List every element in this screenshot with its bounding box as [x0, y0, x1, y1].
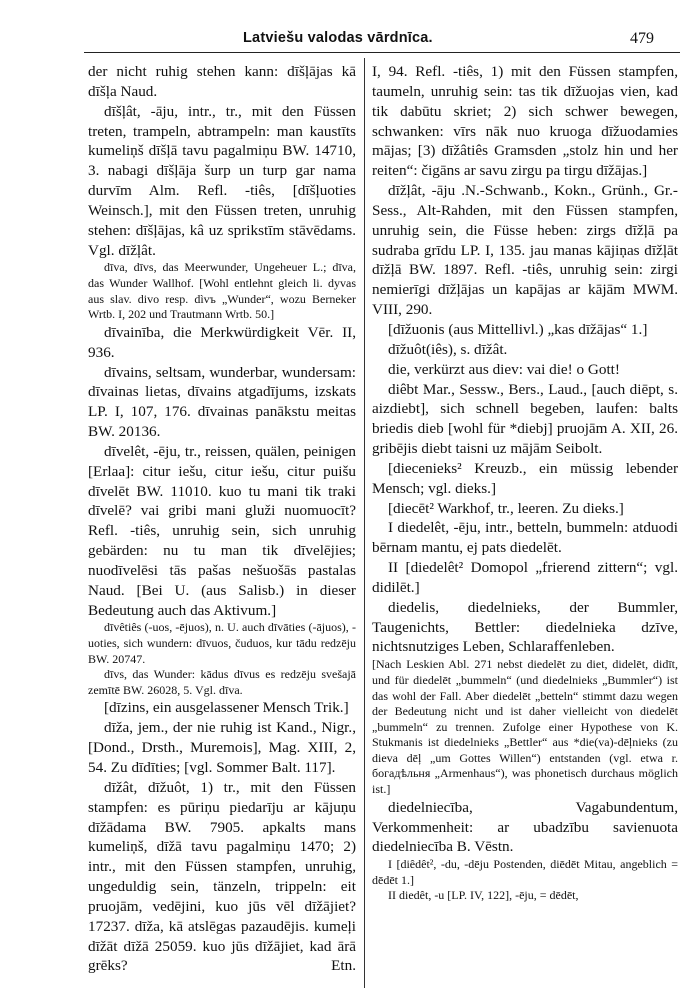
page-number: 479 [630, 30, 654, 47]
dictionary-entry: dīšļât, -āju, intr., tr., mit den Füssen treten, trampeln, abtrampeln: man kaustīts kumeliņš dīšļā tavu pagalmiņu BW. 14710, 3. nabagi dīšļāja šurp un turp gar nama durvīm Alm. Refl. -tiês, [dīšļuoties Weinsch.], mit den Füssen treten, unruhig stehen: dīšļājas, kâ uz sprikstīm stāvēdams. Vgl. dīžļât. [88, 102, 356, 259]
dictionary-entry: dīžļât, -āju .N.-Schwanb., Kokn., Grünh., Gr.-Sess., Alt-Rahden, mit den Füssen stampfen, unruhig sein, die Füsse heben: zirgs dīžļā pa sudraba grīdu LP. I, 135. jau manas kājiņas dīžļāt dīžļā BW. 1897. Refl. -tiês, unruhig sein: zirgi nemierīgi dīžļājas un kapājas ar kājām MWM. VIII, 290. [372, 182, 678, 319]
dictionary-entry: der nicht ruhig stehen kann: dīšļājas kā dīšļa Naud. [88, 63, 356, 100]
dictionary-entry: dīža, jem., der nie ruhig ist Kand., Nigr., [Dond., Drsth., Muremois], Mag. XIII, 2, 54. Zu dīdīties; [vgl. Sommer Balt. 117]. [88, 719, 356, 776]
dictionary-entry: [diecēt² Warkhof, tr., leeren. Zu dieks.] [388, 499, 624, 517]
running-title: Latviešu valodas vārdnīca. [243, 30, 433, 46]
dictionary-entry: dīvains, seltsam, wunderbar, wundersam: dīvainas lietas, dīvains atgadījums, izskats LP. I, 107, 176. dīvainas panākstu meitas BW. 20136. [88, 363, 356, 441]
column-divider [364, 58, 365, 988]
dictionary-entry: dīvs, das Wunder: kādus dīvus es redzēju svešajā zemītē BW. 26028, 5. Vgl. dīva. [88, 667, 356, 697]
dictionary-entry: I, 94. Refl. -tiês, 1) mit den Füssen stampfen, taumeln, unruhig sein: tas tik dīžuojas vien, kad tik dabūtu skriet; 2) sich schwer bewegen, schwanken: vīrs nāk nuo kruoga dīžuodamies mājas; [3) dīžâtiês Gramsden „stolz hin und her reiten“: čigāns ar savu zirgu pa tirgu dīžājas.] [372, 63, 678, 180]
dictionary-entry: [dīzins, ein ausgelassener Mensch Trik.] [104, 699, 349, 717]
dictionary-entry: I [diêdêt², -du, -dēju Postenden, diēdēt Mitau, angeblich = dēdēt 1.] [372, 857, 678, 887]
dictionary-entry: die, verkürzt aus diev: vai die! o Gott! [388, 360, 620, 378]
dictionary-entry: II diedêt, -u [LP. IV, 122], -ēju, = dēdēt, [388, 888, 579, 903]
dictionary-entry: diedelniecība, Vagabundentum, Verkommenheit: ar ubadzību savienuota diedelniecība B. Vēstn. [372, 798, 678, 856]
left-column [88, 62, 356, 976]
dictionary-entry: diêbt Mar., Sessw., Bers., Laud., [auch diēpt, s. aizdiebt], sich schnell begeben, laufen: balts briedis dieb [wohl für *diebj] pruojām A. XII, 26. gribējis diebt taisni uz mājām Seibolt. [372, 380, 678, 458]
dictionary-entry: I diedelêt, -ēju, intr., betteln, bummeln: atduodi bērnam mantu, ej pats diedelēt. [372, 519, 678, 557]
dictionary-entry: [Nach Leskien Abl. 271 nebst diedelēt zu diet, didelēt, didīt, und für diedelēt „bummeln“ (und diedelnieks „Bummler“) ist das wohl der Fall. Aber diedelēt „betteln“ stimmt dazu wegen der Bedeutung nicht und ist daher vielleicht von diedelēt „bummeln“ zu trennen. Zufolge einer Hypothese von K. Stukmanis ist diedelnieks „Bettler“ aus *die(va)-dēļnieks (zu dieva dēļ „um Gottes Willen“) entstanden (vgl. etwa r. богадѣльня „Armenhaus“), was phonetisch durchaus möglich ist.] [372, 657, 678, 797]
dictionary-entry: diedelis, diedelnieks, der Bummler, Taugenichts, Bettler: diedelnieka dzīve, nichtsnutziges Leben, Schlaraffenleben. [372, 598, 678, 656]
dictionary-entry: dīvelêt, -ēju, tr., reissen, quälen, peinigen [Erlaa]: citur iešu, citur iešu, citur puišu dīvelēt BW. 11010. kuo tu mani tik traki dīvelē? vai gribi mani gluži nuomuocīt? Refl. -tiês, unruhig sein, sich unruhig gebärden: nu tu man tik dīvelējies; nuodīvelēsi tās pašas nešuošās pastalas Naud. [Bei U. (aus Salisb.) in dieser Bedeutung auch das Aktivum.] [88, 442, 356, 619]
dictionary-entry: dīžuôt(iês), s. dīžât. [388, 340, 508, 358]
dictionary-entry: dīvainība, die Merkwürdigkeit Vēr. II, 936. [88, 323, 356, 361]
header-rule [84, 52, 680, 53]
dictionary-entry: dīvêtiês (-uos, -ējuos), n. U. auch dīvāties (-ājuos), -uoties, sich wundern: dīvuos, čuduos, kur tādu redzēju BW. 20747. [88, 620, 356, 666]
dictionary-entry: dīva, dīvs, das Meerwunder, Ungeheuer L.; dīva, das Wunder Wallhof. [Wohl entlehnt gleich li. dyvas aus slav. divo resp. dìvъ „Wunder“, wozu Berneker Wrtb. I, 202 und Trautmann Wrtb. 50.] [88, 260, 356, 322]
dictionary-entry: II [diedelêt² Domopol „frierend zittern“; vgl. didilēt.] [372, 559, 678, 596]
page-header [0, 0, 697, 50]
right-column [372, 62, 678, 904]
dictionary-entry: [diecenieks² Kreuzb., ein müssig lebender Mensch; vgl. dieks.] [372, 459, 678, 497]
dictionary-entry: [dīžuonis (aus Mittellivl.) „kas dīžājas“ 1.] [388, 320, 648, 338]
dictionary-entry: dīžât, dīžuôt, 1) tr., mit den Füssen stampfen: es pūriņu piedarīju ar kājuņu dīžādama BW. 7905. apkalts mans kumeliņš, dīžā tavu pagalmiņu 1470; 2) intr., mit den Füssen stampfen, unruhig, ungeduldig sein, tänzeln, trippeln: eit pruojām, vedējini, kuo jūs vēl dīžājiet? 17237. dīža, kā atslēgas pazaudējis. kumeļi dīžāt dīžā 25059. kuo jūs dīžājiet, kad ārā grēks? Etn. [88, 778, 356, 975]
